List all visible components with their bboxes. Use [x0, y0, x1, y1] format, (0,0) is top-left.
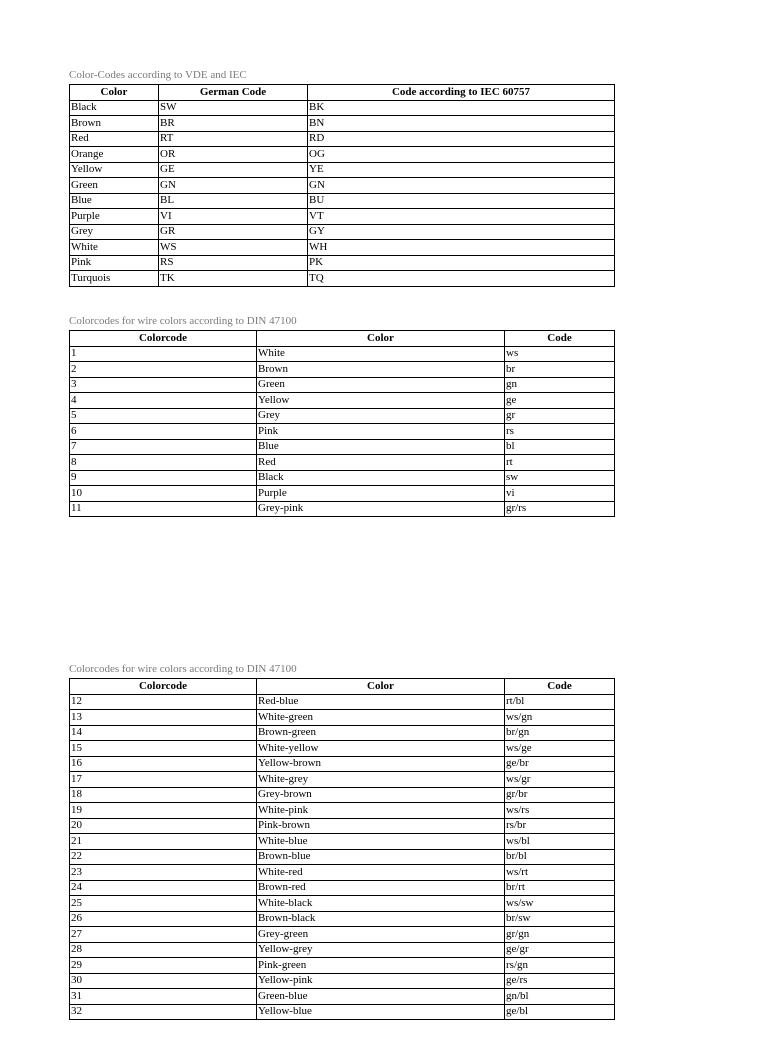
cell-german-code: WS [159, 240, 308, 256]
cell-color: Purple [257, 486, 505, 502]
cell-color: Brown-black [257, 911, 505, 927]
table-row [70, 240, 615, 256]
table-row [70, 209, 615, 225]
cell-color: White [70, 240, 159, 256]
cell-colorcode: 18 [70, 787, 257, 803]
din-47100-table-1 [69, 330, 615, 517]
table-row [70, 377, 615, 393]
table-header [70, 331, 615, 347]
cell-color: Turquois [70, 271, 159, 287]
table-row [70, 470, 615, 486]
cell-code: vi [505, 486, 615, 502]
table-row [70, 346, 615, 362]
cell-color: Brown [257, 362, 505, 378]
table-row [70, 787, 615, 803]
cell-code: gr [505, 408, 615, 424]
cell-colorcode: 13 [70, 710, 257, 726]
cell-color: Brown-green [257, 725, 505, 741]
table-row [70, 147, 615, 163]
din-47100-table-2 [69, 678, 615, 1020]
cell-colorcode: 32 [70, 1004, 257, 1020]
table-row [70, 756, 615, 772]
table-row [70, 741, 615, 757]
cell-color: White-yellow [257, 741, 505, 757]
cell-color: Grey-green [257, 927, 505, 943]
table-row [70, 896, 615, 912]
table-row [70, 865, 615, 881]
table-row [70, 501, 615, 517]
cell-german-code: VI [159, 209, 308, 225]
cell-colorcode: 26 [70, 911, 257, 927]
cell-color: Black [257, 470, 505, 486]
cell-code: bl [505, 439, 615, 455]
cell-german-code: BR [159, 116, 308, 132]
cell-iec-code: RD [308, 131, 615, 147]
cell-code: ge/bl [505, 1004, 615, 1020]
table-row [70, 772, 615, 788]
cell-iec-code: GY [308, 224, 615, 240]
header-code: Code [505, 679, 615, 695]
header-iec-code: Code according to IEC 60757 [308, 85, 615, 101]
cell-code: ge/br [505, 756, 615, 772]
cell-iec-code: TQ [308, 271, 615, 287]
din-47100-section-1 [69, 315, 615, 517]
cell-color: Yellow-brown [257, 756, 505, 772]
cell-iec-code: BN [308, 116, 615, 132]
header-row [70, 85, 615, 101]
cell-color: Yellow-pink [257, 973, 505, 989]
cell-colorcode: 7 [70, 439, 257, 455]
cell-color: White-pink [257, 803, 505, 819]
cell-colorcode: 30 [70, 973, 257, 989]
vde-iec-table [69, 84, 615, 287]
table-row [70, 725, 615, 741]
cell-colorcode: 2 [70, 362, 257, 378]
table-row [70, 803, 615, 819]
table-row [70, 255, 615, 271]
cell-code: rs/br [505, 818, 615, 834]
cell-code: ge/rs [505, 973, 615, 989]
table-row [70, 424, 615, 440]
cell-color: Green [70, 178, 159, 194]
cell-colorcode: 24 [70, 880, 257, 896]
cell-code: gr/br [505, 787, 615, 803]
cell-code: gr/rs [505, 501, 615, 517]
cell-code: br/sw [505, 911, 615, 927]
table-row [70, 178, 615, 194]
table-row [70, 439, 615, 455]
cell-code: ws/gn [505, 710, 615, 726]
cell-color: Orange [70, 147, 159, 163]
cell-german-code: BL [159, 193, 308, 209]
cell-color: Blue [257, 439, 505, 455]
cell-code: ws/rs [505, 803, 615, 819]
cell-color: White-grey [257, 772, 505, 788]
cell-german-code: SW [159, 100, 308, 116]
cell-code: ws/gr [505, 772, 615, 788]
cell-color: Grey-brown [257, 787, 505, 803]
cell-code: rs/gn [505, 958, 615, 974]
cell-color: Brown [70, 116, 159, 132]
cell-iec-code: BK [308, 100, 615, 116]
table-row [70, 958, 615, 974]
cell-iec-code: PK [308, 255, 615, 271]
cell-code: ws/ge [505, 741, 615, 757]
table-row [70, 834, 615, 850]
cell-code: ge/gr [505, 942, 615, 958]
cell-color: Grey [70, 224, 159, 240]
cell-color: Pink-green [257, 958, 505, 974]
cell-colorcode: 17 [70, 772, 257, 788]
cell-color: Pink [257, 424, 505, 440]
cell-german-code: OR [159, 147, 308, 163]
cell-colorcode: 22 [70, 849, 257, 865]
cell-german-code: RT [159, 131, 308, 147]
cell-color: Yellow-grey [257, 942, 505, 958]
header-german-code: German Code [159, 85, 308, 101]
cell-german-code: TK [159, 271, 308, 287]
header-code: Code [505, 331, 615, 347]
cell-iec-code: OG [308, 147, 615, 163]
table-body [70, 694, 615, 1020]
cell-color: Red [70, 131, 159, 147]
cell-colorcode: 4 [70, 393, 257, 409]
cell-colorcode: 9 [70, 470, 257, 486]
table-row [70, 911, 615, 927]
cell-code: br/rt [505, 880, 615, 896]
cell-color: White-red [257, 865, 505, 881]
cell-colorcode: 23 [70, 865, 257, 881]
cell-color: Pink-brown [257, 818, 505, 834]
cell-code: gn/bl [505, 989, 615, 1005]
cell-code: rt/bl [505, 694, 615, 710]
cell-color: Yellow [257, 393, 505, 409]
cell-color: Yellow-blue [257, 1004, 505, 1020]
cell-color: White-blue [257, 834, 505, 850]
cell-color: White-green [257, 710, 505, 726]
cell-colorcode: 1 [70, 346, 257, 362]
header-row [70, 331, 615, 347]
cell-colorcode: 10 [70, 486, 257, 502]
cell-color: Purple [70, 209, 159, 225]
cell-colorcode: 25 [70, 896, 257, 912]
table-body [70, 346, 615, 517]
cell-colorcode: 12 [70, 694, 257, 710]
cell-colorcode: 11 [70, 501, 257, 517]
vde-iec-caption: Color-Codes according to VDE and IEC [69, 69, 247, 81]
cell-code: ws/bl [505, 834, 615, 850]
cell-code: rt [505, 455, 615, 471]
table-row [70, 880, 615, 896]
cell-color: Green-blue [257, 989, 505, 1005]
cell-colorcode: 29 [70, 958, 257, 974]
cell-colorcode: 16 [70, 756, 257, 772]
table-row [70, 271, 615, 287]
table-row [70, 486, 615, 502]
table-row [70, 455, 615, 471]
cell-color: Red [257, 455, 505, 471]
cell-code: gn [505, 377, 615, 393]
cell-code: gr/gn [505, 927, 615, 943]
cell-code: rs [505, 424, 615, 440]
table-row [70, 710, 615, 726]
cell-color: Brown-blue [257, 849, 505, 865]
cell-color: White [257, 346, 505, 362]
cell-colorcode: 19 [70, 803, 257, 819]
cell-color: Brown-red [257, 880, 505, 896]
cell-colorcode: 21 [70, 834, 257, 850]
header-colorcode: Colorcode [70, 331, 257, 347]
table-row [70, 162, 615, 178]
table-row [70, 193, 615, 209]
vde-iec-section [69, 69, 615, 287]
cell-colorcode: 8 [70, 455, 257, 471]
cell-color: Green [257, 377, 505, 393]
table-body [70, 100, 615, 286]
table-row [70, 694, 615, 710]
table-row [70, 393, 615, 409]
din-47100-caption-2: Colorcodes for wire colors according to DIN 47100 [69, 663, 297, 675]
cell-color: Black [70, 100, 159, 116]
cell-color: Grey-pink [257, 501, 505, 517]
cell-colorcode: 31 [70, 989, 257, 1005]
cell-color: Yellow [70, 162, 159, 178]
cell-colorcode: 14 [70, 725, 257, 741]
cell-german-code: GE [159, 162, 308, 178]
table-clip [69, 678, 615, 1039]
table-row [70, 362, 615, 378]
cell-colorcode: 6 [70, 424, 257, 440]
table-header [70, 679, 615, 695]
header-color: Color [257, 679, 505, 695]
table-row [70, 849, 615, 865]
header-color: Color [257, 331, 505, 347]
cell-color: White-black [257, 896, 505, 912]
din-47100-section-2 [69, 663, 615, 1039]
table-row [70, 818, 615, 834]
cell-iec-code: BU [308, 193, 615, 209]
cell-color: Grey [257, 408, 505, 424]
cell-code: sw [505, 470, 615, 486]
table-row [70, 989, 615, 1005]
table-row [70, 927, 615, 943]
table-row [70, 942, 615, 958]
cell-german-code: RS [159, 255, 308, 271]
cell-code: br/bl [505, 849, 615, 865]
cell-code: ws/sw [505, 896, 615, 912]
cell-colorcode: 3 [70, 377, 257, 393]
table-row [70, 100, 615, 116]
header-row [70, 679, 615, 695]
cell-iec-code: VT [308, 209, 615, 225]
table-header [70, 85, 615, 101]
cell-colorcode: 5 [70, 408, 257, 424]
cell-color: Pink [70, 255, 159, 271]
table-row [70, 131, 615, 147]
table-row [70, 1004, 615, 1020]
cell-colorcode: 27 [70, 927, 257, 943]
table-row [70, 973, 615, 989]
cell-code: ws [505, 346, 615, 362]
cell-code: ge [505, 393, 615, 409]
header-color: Color [70, 85, 159, 101]
cell-german-code: GN [159, 178, 308, 194]
table-row [70, 408, 615, 424]
cell-iec-code: GN [308, 178, 615, 194]
table-row [70, 224, 615, 240]
cell-iec-code: WH [308, 240, 615, 256]
cell-colorcode: 20 [70, 818, 257, 834]
cell-iec-code: YE [308, 162, 615, 178]
header-colorcode: Colorcode [70, 679, 257, 695]
cell-code: br/gn [505, 725, 615, 741]
table-row [70, 116, 615, 132]
cell-color: Blue [70, 193, 159, 209]
cell-colorcode: 28 [70, 942, 257, 958]
cell-german-code: GR [159, 224, 308, 240]
cell-code: ws/rt [505, 865, 615, 881]
cell-colorcode: 15 [70, 741, 257, 757]
cell-color: Red-blue [257, 694, 505, 710]
cell-code: br [505, 362, 615, 378]
din-47100-caption-1: Colorcodes for wire colors according to DIN 47100 [69, 315, 297, 327]
